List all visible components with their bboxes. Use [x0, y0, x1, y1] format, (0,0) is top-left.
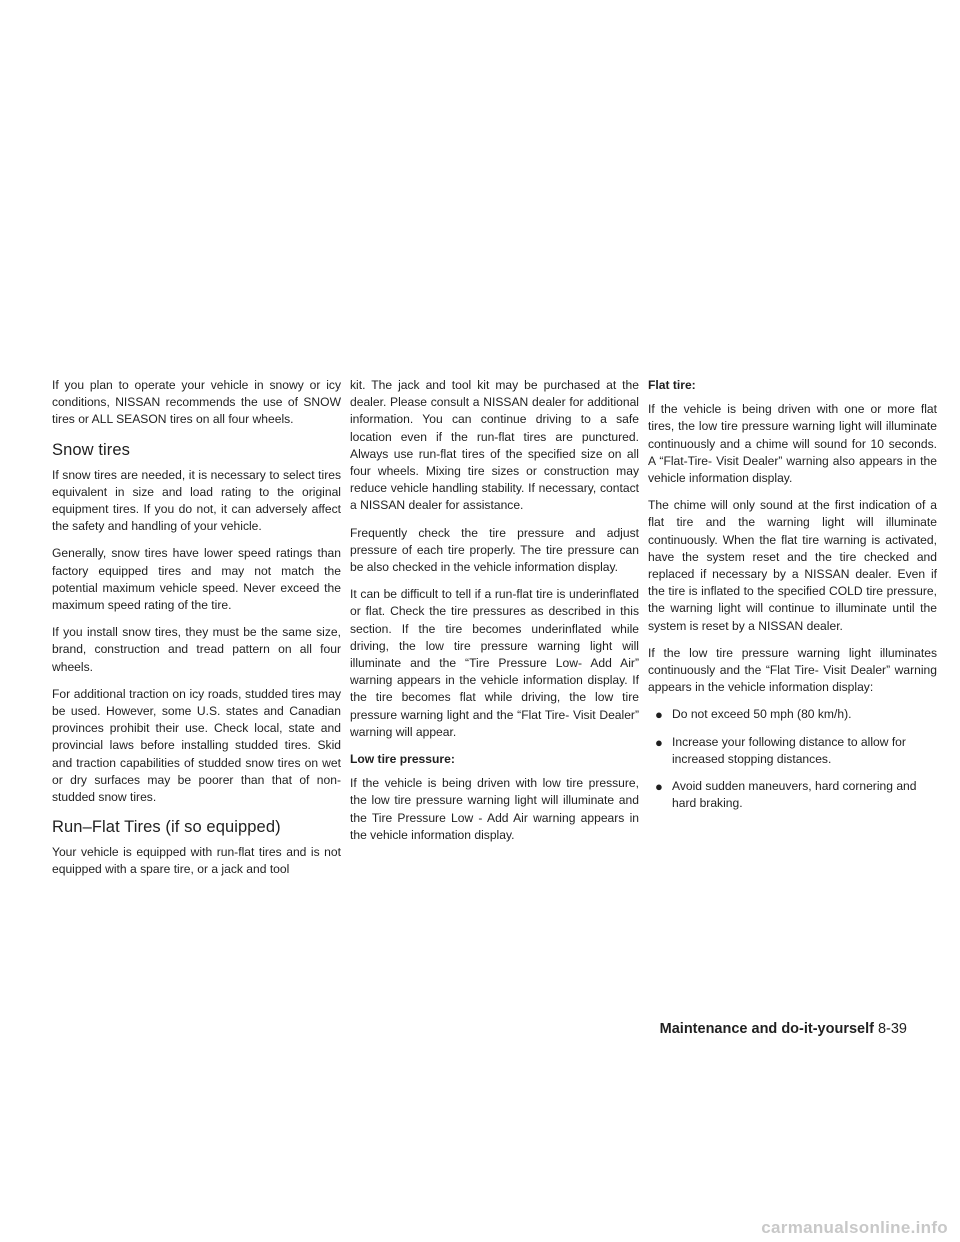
list-item	[648, 706, 937, 723]
run-flat-paragraph: Frequently check the tire pressure and adjust pressure of each tire properly. The tire pressure can be also checked in the vehicle information display.	[350, 525, 639, 575]
run-flat-paragraph: Your vehicle is equipped with run-flat tires and is not equipped with a spare tire, or a jack and tool	[52, 845, 341, 877]
snow-tires-heading: Snow tires	[52, 440, 131, 459]
bullet-icon: ●	[655, 779, 663, 795]
bullet-icon: ●	[655, 707, 663, 723]
column-left	[52, 377, 341, 889]
site-watermark: carmanualsonline.info	[761, 1218, 948, 1237]
list-item-text: Avoid sudden maneuvers, hard cornering and hard braking.	[672, 779, 917, 811]
flat-tire-paragraph: If the vehicle is being driven with one or more flat tires, the low tire pressure warning light will illuminate continuously and a chime will sound for 10 seconds. A “Flat-Tire- Visit Dealer” warning also appears in the vehicle information display.	[648, 402, 937, 486]
run-flat-heading: Run–Flat Tires (if so equipped)	[52, 818, 281, 837]
flat-tire-paragraph: The chime will only sound at the first indication of a flat tire and the warning light will illuminate continuously. When the flat tire warning is activated, have the system reset and the tire checked and replaced if necessary by a NISSAN dealer. Even if the tire is inflated to the specified COLD tire pressure, the warning light will continue to illuminate until the system is reset by a NISSAN dealer.	[648, 498, 937, 633]
list-item	[648, 778, 937, 812]
low-tire-pressure-heading: Low tire pressure:	[350, 752, 455, 767]
column-middle	[350, 377, 639, 854]
list-item-text: Increase your following distance to allow for increased stopping distances.	[672, 734, 906, 766]
snow-tires-paragraph: If snow tires are needed, it is necessary to select tires equivalent in size and load rating to the original equipment tires. If you do not, it can adversely affect the safety and handling of your vehicle.	[52, 467, 341, 534]
section-title: Maintenance and do-it-yourself	[659, 1021, 874, 1037]
page-number: 8-39	[877, 1021, 907, 1037]
flat-tire-heading: Flat tire:	[648, 378, 696, 392]
flat-tire-paragraph: If the low tire pressure warning light illuminates continuously and the “Flat Tire- Visit Dealer” warning appears in the vehicle information display:	[648, 645, 937, 695]
snow-tires-paragraph: If you install snow tires, they must be the same size, brand, construction and tread pattern on all four wheels.	[52, 625, 341, 674]
list-item-text: Do not exceed 50 mph (80 km/h).	[672, 707, 852, 722]
flat-tire-precautions-list	[648, 706, 937, 812]
snow-tires-paragraph: Generally, snow tires have lower speed ratings than factory equipped tires and may not match the potential maximum vehicle speed. Never exceed the maximum speed rating of the tire.	[52, 546, 341, 613]
low-tire-pressure-paragraph: If the vehicle is being driven with low tire pressure, the low tire pressure warning light will illuminate and the Tire Pressure Low - Add Air warning appears in the vehicle information display.	[350, 776, 639, 842]
intro-paragraph: If you plan to operate your vehicle in snowy or icy conditions, NISSAN recommends the use of SNOW tires or ALL SEASON tires on all four wheels.	[52, 378, 341, 427]
snow-tires-paragraph: For additional traction on icy roads, studded tires may be used. However, some U.S. states and Canadian provinces prohibit their use. Check local, state and provincial laws before installing studded tires. Skid and traction capabilities of studded snow tires on wet or dry surfaces may be poorer than that of non-studded snow tires.	[52, 686, 341, 805]
bullet-icon: ●	[655, 734, 663, 750]
column-right	[648, 377, 937, 822]
page-footer	[660, 1021, 907, 1037]
run-flat-paragraph: kit. The jack and tool kit may be purchased at the dealer. Please consult a NISSAN dealer for additional information. You can continue driving to a safe location even if the run-flat tires are punctured. Always use run-flat tires of the specified size on all four wheels. Mixing tire sizes or construction may reduce vehicle handling stability. If necessary, contact a NISSAN dealer for assistance.	[350, 378, 639, 513]
run-flat-paragraph: It can be difficult to tell if a run-flat tire is underinflated or flat. Check the tire pressures as described in this section. If the tire becomes underinflated while driving, the low tire pressure warning light will illuminate and the “Tire Pressure Low- Add Air” warning appears in the vehicle information display. If the tire becomes flat while driving, the low tire pressure warning light and the “Flat Tire- Visit Dealer” warning will appear.	[350, 587, 639, 739]
list-item	[648, 734, 937, 768]
